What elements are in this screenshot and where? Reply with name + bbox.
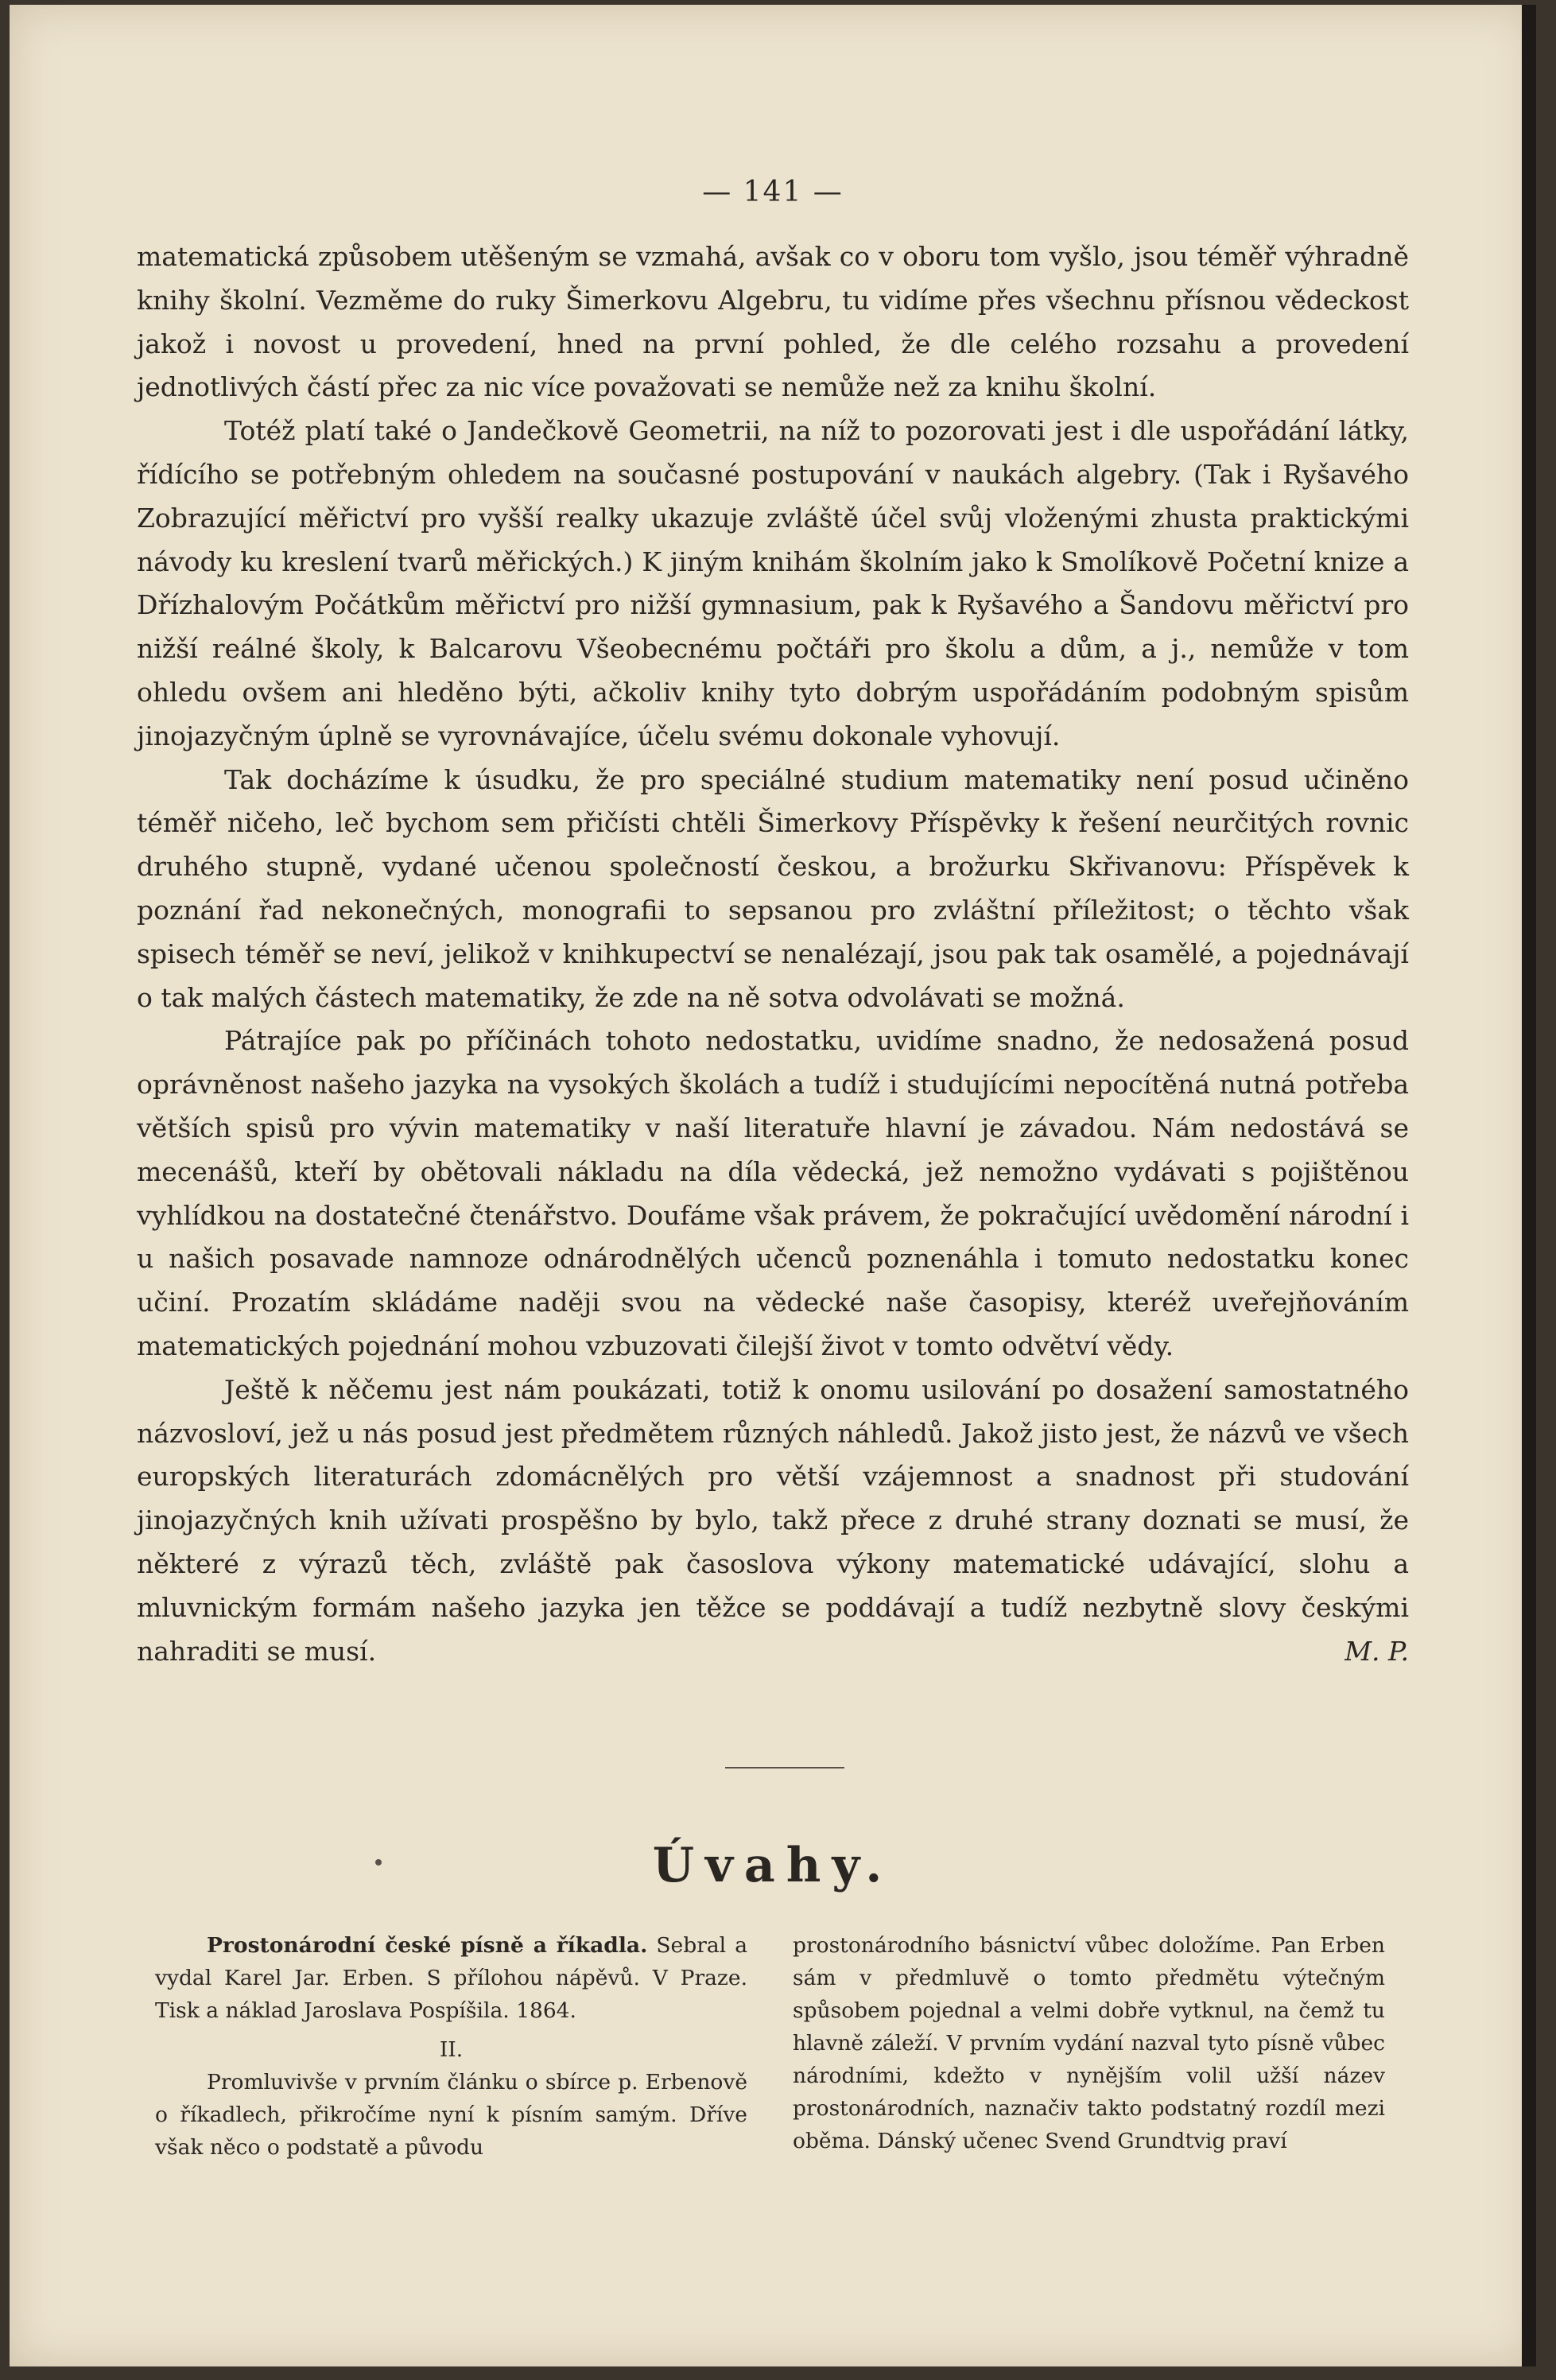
paragraph-5	[137, 1369, 1409, 1674]
main-text	[137, 235, 1409, 1673]
left-column	[155, 1929, 747, 2164]
section-heading: Úvahy.	[652, 1838, 894, 1893]
book-info: Sebral a vydal Karel Jar. Erben. S přílohou nápěvů. V Praze. Tisk a náklad Jaroslava Pospíšila. 1864.	[155, 1933, 747, 2023]
right-column	[793, 1929, 1385, 2157]
paragraph-2: Totéž platí také o Jandečkově Geometrii, na níž to pozorovati jest i dle uspořádání látky, řídícího se potřebným ohledem na současné postupování v naukách algebry. (Tak i Ryšavého Zobrazující měřictví pro vyšší realky ukazuje zvláště účel svůj vloženými zhusta praktickými návody ku kreslení tvarů měřických.) K jiným knihám školním jako k Smolíkově Početní knize a Dřízhalovým Počátkům měřictví pro nižší gymnasium, pak k Ryšavého a Šandovu měřictví pro nižší reálné školy, k Balcarovu Všeobecnému počtáři pro školu a dům, a j., nemůže v tom ohledu ovšem ani hleděno býti, ačkoliv knihy tyto dobrým uspořádáním podobným spisům jinojazyčným úplně se vyrovnávajíce, účelu svému dokonale vyhovují.	[137, 415, 1409, 751]
book-review-header	[155, 1929, 747, 2027]
part-number: II.	[439, 2037, 464, 2062]
left-column-text: Promluvivše v prvním článku o sbírce p. Erbenově o říkadlech, přikročíme nyní k písním samým. Dříve však něco o podstatě a původu	[155, 2070, 747, 2160]
paragraph-5-text: Ještě k něčemu jest nám poukázati, totiž k onomu usilování po dosažení samostatného názvosloví, jež u nás posud jest předmětem různých náhledů. Jakož jisto jest, že názvů ve všech europských literaturách zdomácnělých pro větší vzájemnost a snadnost při studování jinojazyčných knih užívati prospěšno by bylo, takž přece z druhé strany doznati se musí, že některé z výrazů těch, zvláště pak časoslova výkony matematické udávající, slohu a mluvnickým formám našeho jazyka jen těžce se poddávají a tudíž nezbytně slovy českými nahraditi se musí.	[137, 1373, 1409, 1667]
right-column-text: prostonárodního básnictví vůbec doložíme. Pan Erben sám v předmluvě o tomto předmětu výtečným spůsobem pojednal a velmi dobře vytknul, na čemž tu hlavně záleží. V prvním vydání nazval tyto písně vůbec národními, kdežto v nynějším volil užší název prostonárodních, naznačiv takto podstatný rozdíl mezi oběma. Dánský učenec Svend Grundtvig praví	[793, 1933, 1385, 2153]
section-divider	[725, 1767, 844, 1768]
page-number: — 141 —	[702, 176, 844, 208]
paragraph-1: matematická způsobem utěšeným se vzmahá, avšak co v oboru tom vyšlo, jsou téměř výhradně knihy školní. Vezměme do ruky Šimerkovu Algebru, tu vidíme přes všechnu přísnou vědeckost jakož i novost u provedení, hned na první pohled, že dle celého rozsahu a provedení jednotlivých částí přec za nic více považovati se nemůže než za knihu školní.	[137, 241, 1409, 403]
book-page	[10, 5, 1536, 2366]
author-signature: M. P.	[1345, 1635, 1409, 1667]
paragraph-4: Pátrajíce pak po příčinách tohoto nedostatku, uvidíme snadno, že nedosažená posud oprávněnost našeho jazyka na vysokých školách a tudíž i studujícími nepocítěná nutná potřeba větších spisů pro vývin matematiky v naší literatuře hlavní je závadou. Nám nedostává se mecenášů, kteří by obětovali nákladu na díla vědecká, jež nemožno vydávati s pojištěnou vyhlídkou na dostatečné čtenářstvo. Doufáme však právem, že pokračující uvědomění národní i u našich posavade namnoze odnárodnělých učenců poznenáhla i tomuto nedostatku konec učiní. Prozatím skládáme naději svou na vědecké naše časopisy, kteréž uveřejňováním matematických pojednání mohou vzbuzovati čilejší život v tomto odvětví vědy.	[137, 1025, 1409, 1361]
book-title: Prostonárodní české písně a říkadla.	[207, 1933, 648, 1958]
book-spine	[1522, 5, 1536, 2366]
paragraph-3: Tak docházíme k úsudku, že pro speciálné studium matematiky není posud učiněno téměř ničeho, leč bychom sem přičísti chtěli Šimerkovy Příspěvky k řešení neurčitých rovnic druhého stupně, vydané učenou společností českou, a brožurku Skřivanovu: Příspěvek k poznání řad nekonečných, monografii to sepsanou pro zvláštní příležitost; o těchto však spisech téměř se neví, jelikož v knihkupectví se nenalézají, jsou pak tak osamělé, a pojednávají o tak malých částech matematiky, že zde na ně sotva odvolávati se možná.	[137, 763, 1409, 1013]
